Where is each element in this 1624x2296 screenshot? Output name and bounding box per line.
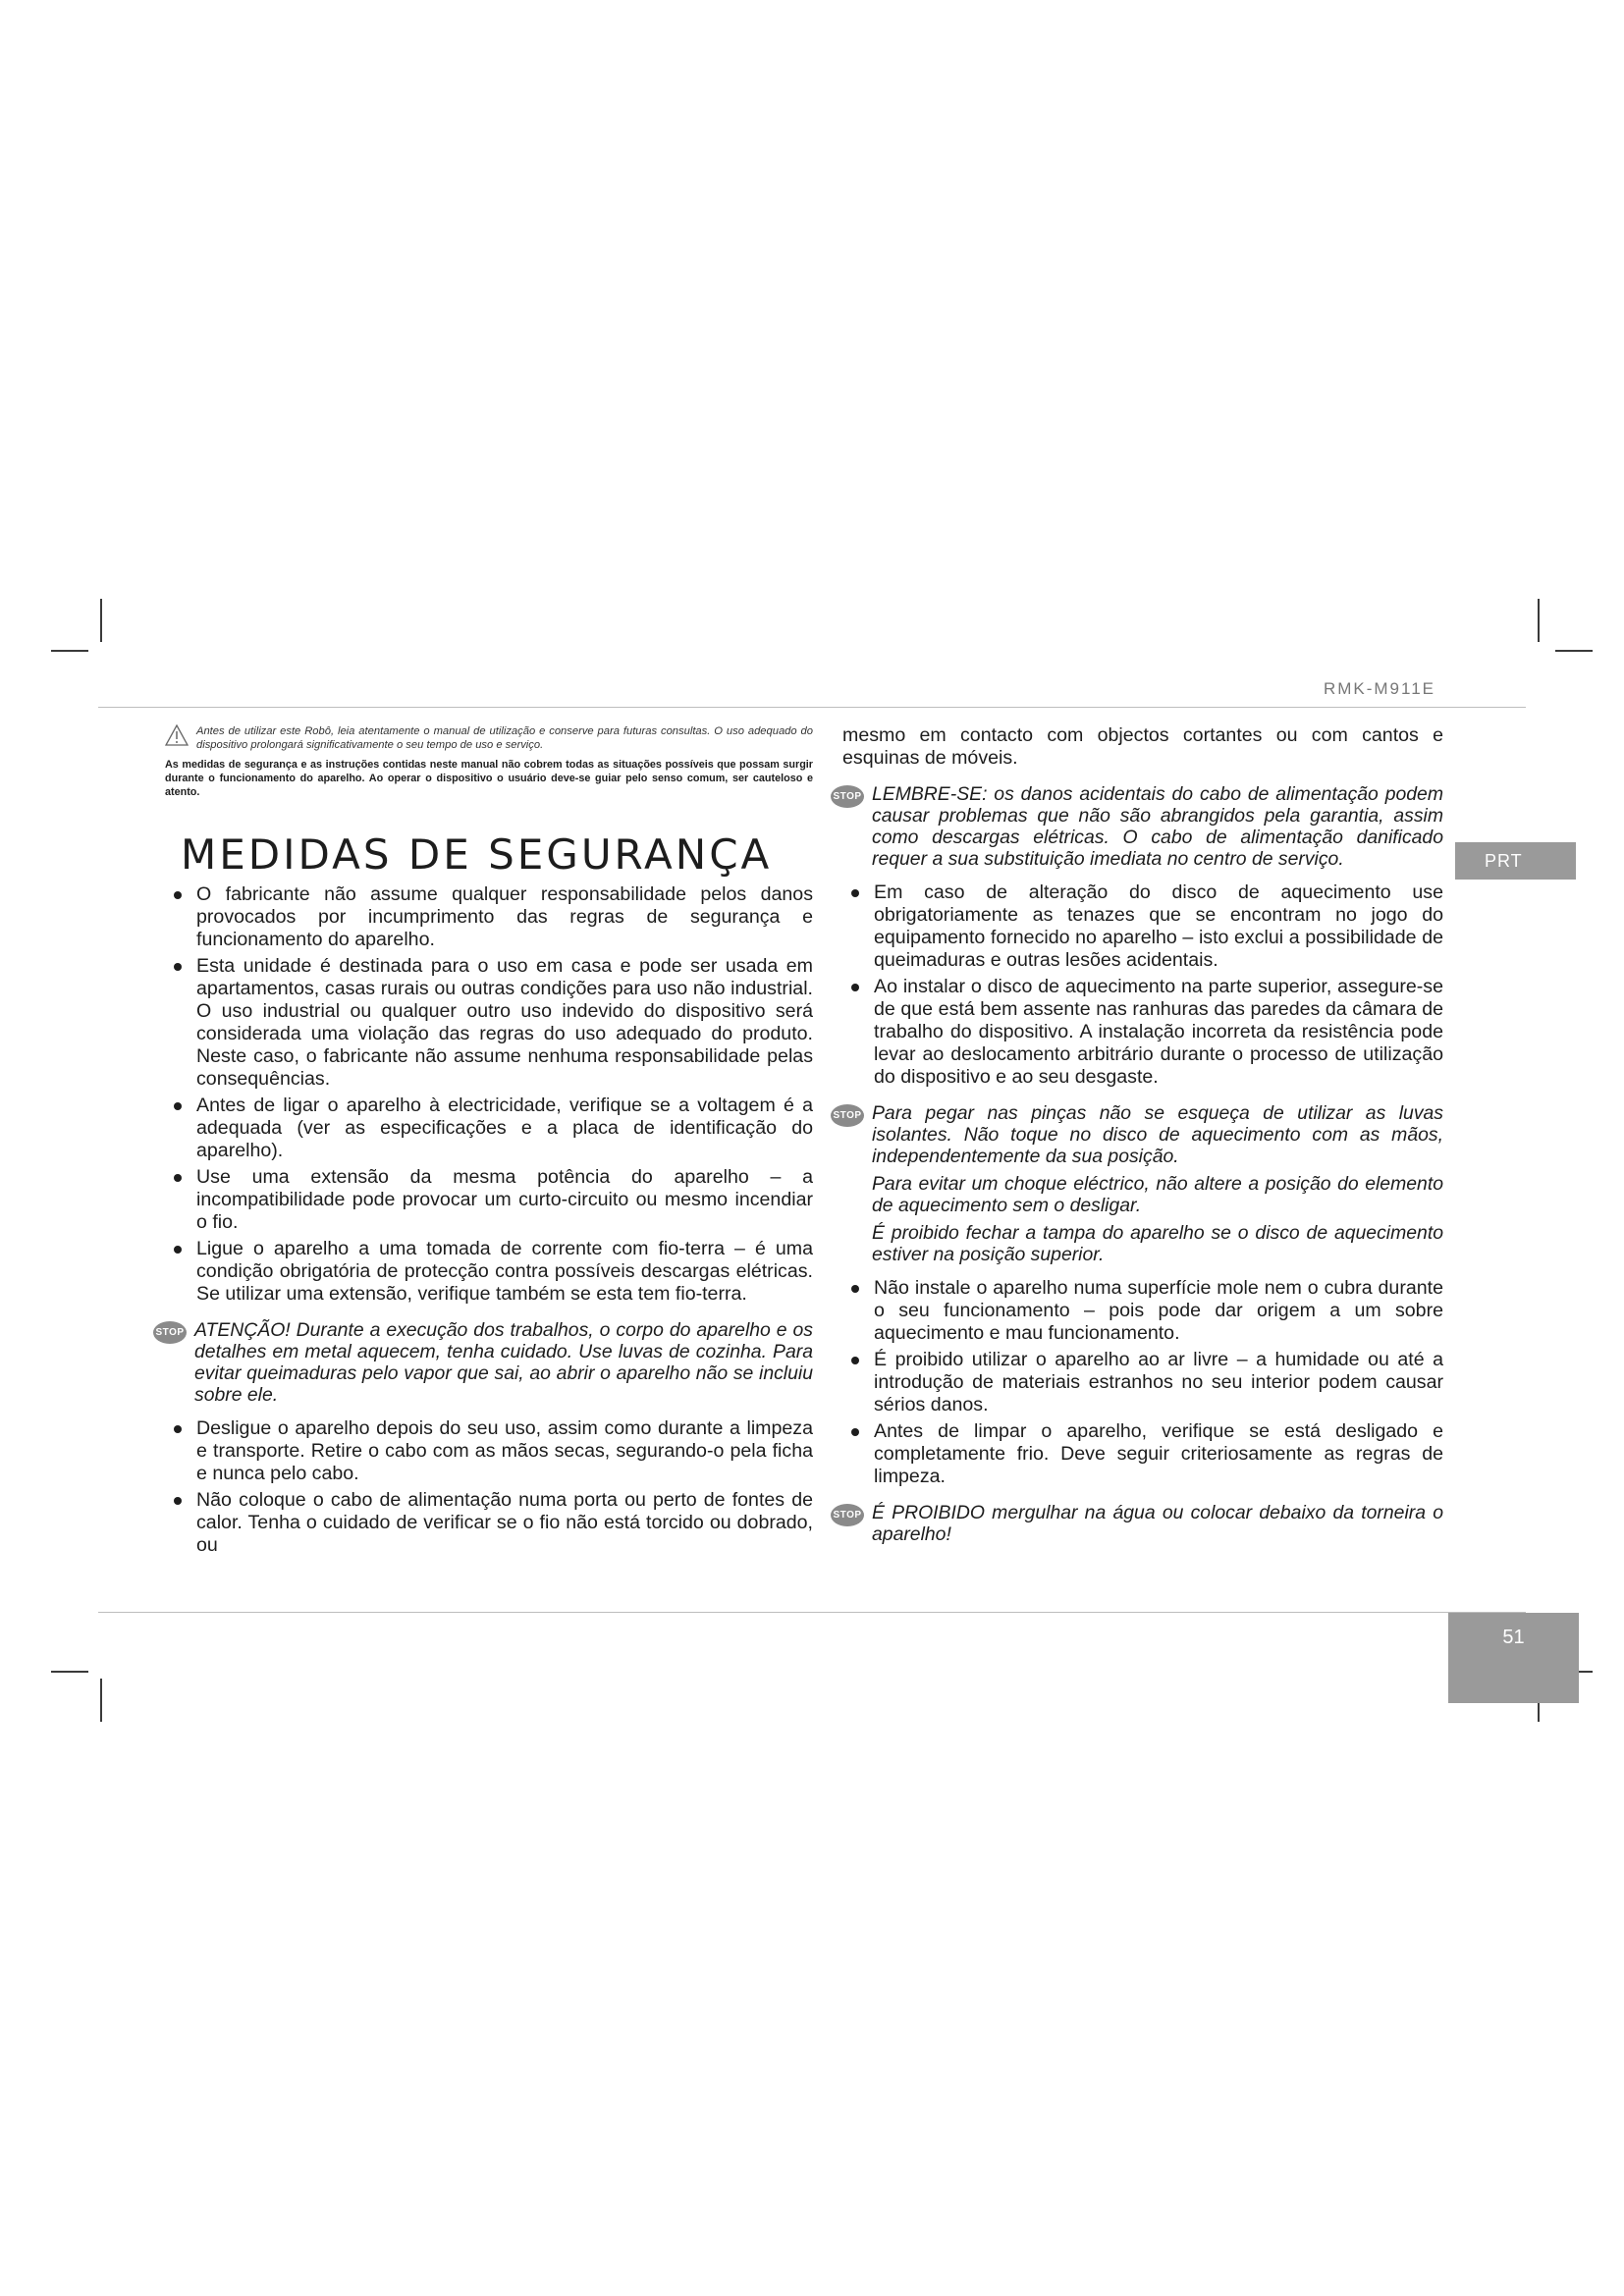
- continuation-text: mesmo em contacto com objectos cortantes ou com cantos e esquinas de móveis.: [842, 724, 1443, 769]
- stop-warning: [833, 783, 1443, 870]
- list-item: Não instale o aparelho numa superfície mole nem o cubra durante o seu funcionamento – pois pode dar origem a um sobre aquecimento e mau funcionamento.: [842, 1277, 1443, 1345]
- stop-badge-icon: STOP: [831, 1104, 864, 1127]
- left-column: [155, 724, 813, 1561]
- list-item: Em caso de alteração do disco de aquecimento use obrigatoriamente as tenazes que se encontram no jogo do equipamento fornecido no aparelho – isto exclui a possibilidade de queimaduras e outras lesões acidentais.: [842, 881, 1443, 972]
- bullet-icon: [174, 1497, 182, 1505]
- right-column: [833, 724, 1443, 1557]
- bullet-icon: [174, 891, 182, 899]
- list-item: Esta unidade é destinada para o uso em casa e pode ser usada em apartamentos, casas rurais ou outras condições para uso não industrial. O uso industrial ou qualquer outro uso indevido do dispositivo será considerada uma violação das regras do uso adequado do produto. Neste caso, o fabricante não assume nenhuma responsabilidade pelas consequências.: [165, 955, 813, 1091]
- page-number: 51: [1448, 1613, 1579, 1703]
- intro-italic-note: [165, 724, 813, 752]
- page-title: MEDIDAS DE SEGURANÇA: [181, 830, 773, 879]
- bullet-icon: [174, 1246, 182, 1254]
- crop-mark: [51, 650, 88, 652]
- crop-mark: [1538, 599, 1540, 642]
- intro-bold-note: As medidas de segurança e as instruções contidas neste manual não cobrem todas as situações possíveis que possam surgir durante o funcionamento do aparelho. Ao operar o dispositivo o usuário deve-se guiar pelo senso comum, ser cauteloso e atento.: [165, 759, 813, 798]
- list-item: Antes de ligar o aparelho à electricidade, verifique se a voltagem é a adequada (ver as especificações e a placa de identificação do aparelho).: [165, 1095, 813, 1162]
- model-code: RMK-M911E: [1323, 679, 1435, 698]
- stop-badge-icon: STOP: [831, 785, 864, 808]
- stop-badge-icon: STOP: [153, 1321, 187, 1344]
- warning-triangle-icon: [165, 724, 189, 746]
- list-item: Use uma extensão da mesma potência do aparelho – a incompatibilidade pode provocar um curto-circuito ou mesmo incendiar o fio.: [165, 1166, 813, 1234]
- list-item: É proibido utilizar o aparelho ao ar livre – a humidade ou até a introdução de materiais estranhos no seu interior podem causar sérios danos.: [842, 1349, 1443, 1416]
- stop-warning-text: É proibido fechar a tampa do aparelho se o disco de aquecimento estiver na posição superior.: [872, 1222, 1443, 1265]
- stop-warning: [155, 1319, 813, 1406]
- bullet-icon: [851, 1357, 859, 1364]
- crop-mark: [100, 599, 102, 642]
- footer-rule: [98, 1612, 1526, 1613]
- bullet-list: [842, 881, 1443, 1089]
- stop-warning-text: Para pegar nas pinças não se esqueça de utilizar as luvas isolantes. Não toque no disco de aquecimento com as mãos, independentemente da sua posição.: [872, 1102, 1443, 1167]
- bullet-icon: [851, 984, 859, 991]
- bullet-list: [165, 883, 813, 1306]
- crop-mark: [51, 1671, 88, 1673]
- stop-warning-text: LEMBRE-SE: os danos acidentais do cabo de alimentação podem causar problemas que não são abrangidos pela garantia, assim como descargas elétricas. O cabo de alimentação danificado requer a sua substituição imediata no centro de serviço.: [872, 783, 1443, 870]
- list-item: Antes de limpar o aparelho, verifique se está desligado e completamente frio. Deve seguir criteriosamente as regras de limpeza.: [842, 1420, 1443, 1488]
- stop-warning: [833, 1502, 1443, 1545]
- bullet-icon: [174, 1102, 182, 1110]
- stop-warning-text: É PROIBIDO mergulhar na água ou colocar debaixo da torneira o aparelho!: [872, 1502, 1443, 1545]
- stop-warning-text: ATENÇÃO! Durante a execução dos trabalhos, o corpo do aparelho e os detalhes em metal aquecem, tenha cuidado. Use luvas de cozinha. Para evitar queimaduras pelo vapor que sai, ao abrir o aparelho não se incluiu sobre ele.: [194, 1319, 813, 1406]
- bullet-icon: [174, 963, 182, 971]
- stop-warning-text: Para evitar um choque eléctrico, não altere a posição do elemento de aquecimento sem o desligar.: [872, 1173, 1443, 1216]
- bullet-icon: [851, 1428, 859, 1436]
- crop-mark: [1555, 650, 1593, 652]
- list-item: O fabricante não assume qualquer responsabilidade pelos danos provocados por incumprimento das regras de segurança e funcionamento do aparelho.: [165, 883, 813, 951]
- list-item: Ligue o aparelho a uma tomada de corrente com fio-terra – é uma condição obrigatória de protecção contra possíveis descargas elétricas. Se utilizar uma extensão, verifique também se esta tem fio-terra.: [165, 1238, 813, 1306]
- stop-badge-icon: STOP: [831, 1504, 864, 1526]
- intro-notes: [165, 724, 813, 799]
- intro-italic-text: Antes de utilizar este Robô, leia atentamente o manual de utilização e conserve para futuras consultas. O uso adequado do dispositivo prolongará significativamente o seu tempo de uso e serviço.: [196, 725, 813, 751]
- header-rule: [98, 707, 1526, 708]
- bullet-list: [165, 1417, 813, 1557]
- list-item: Desligue o aparelho depois do seu uso, assim como durante a limpeza e transporte. Retire o cabo com as mãos secas, segurando-o pela ficha e nunca pelo cabo.: [165, 1417, 813, 1485]
- bullet-icon: [174, 1425, 182, 1433]
- list-item: Não coloque o cabo de alimentação numa porta ou perto de fontes de calor. Tenha o cuidado de verificar se o fio não está torcido ou dobrado, ou: [165, 1489, 813, 1557]
- stop-warning: [833, 1102, 1443, 1265]
- bullet-icon: [174, 1174, 182, 1182]
- bullet-icon: [851, 889, 859, 897]
- list-item: Ao instalar o disco de aquecimento na parte superior, assegure-se de que está bem assente nas ranhuras das paredes da câmara de trabalho do dispositivo. A instalação incorreta da resistência pode levar ao deslocamento arbitrário durante o processo de utilização do dispositivo e ao seu desgaste.: [842, 976, 1443, 1089]
- crop-mark: [100, 1679, 102, 1722]
- bullet-list: [842, 1277, 1443, 1488]
- language-tab: PRT: [1455, 842, 1576, 880]
- bullet-icon: [851, 1285, 859, 1293]
